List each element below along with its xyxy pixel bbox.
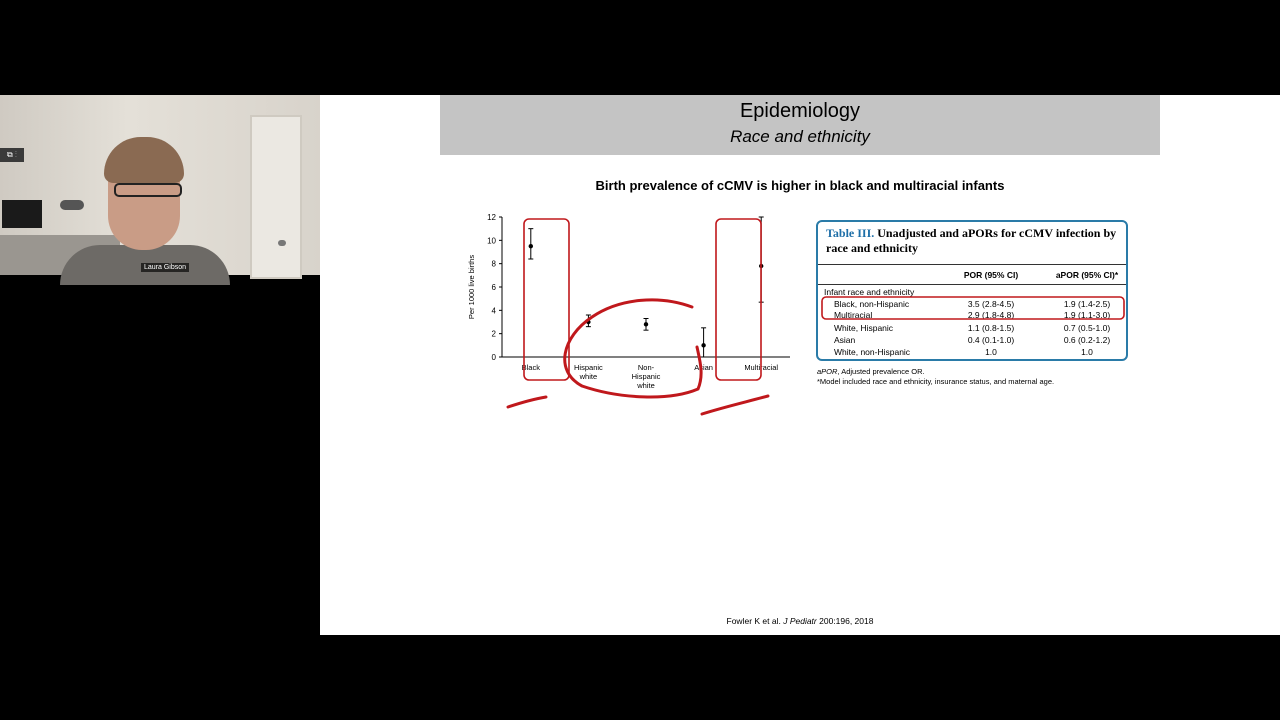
table-section-row xyxy=(818,286,1126,298)
data-point xyxy=(759,264,763,268)
table-iii xyxy=(816,220,1128,361)
table-cell-group: Black, non-Hispanic xyxy=(834,299,910,309)
table-label: Table III. xyxy=(826,226,875,240)
data-point xyxy=(644,322,648,326)
x-category-label: white xyxy=(579,372,598,381)
x-category-label: Hispanic xyxy=(574,363,603,372)
annotation-underline-right xyxy=(702,396,768,414)
y-tick-label: 2 xyxy=(491,329,496,339)
slide-title-bar xyxy=(440,95,1160,155)
table-cell-por: 1.1 (0.8-1.5) xyxy=(967,323,1015,333)
x-category-label: white xyxy=(637,381,655,390)
slide-title: Epidemiology xyxy=(739,100,861,122)
y-tick-label: 4 xyxy=(491,306,496,316)
y-tick-label: 8 xyxy=(491,259,496,269)
data-point xyxy=(529,244,533,248)
video-lamp xyxy=(60,200,84,210)
participant-video-tile[interactable] xyxy=(0,95,320,275)
table-row xyxy=(818,346,1126,358)
citation-volume: 200:196, 2018 xyxy=(816,616,874,626)
table-cell-por: 1.0 xyxy=(985,347,997,357)
annotation-underline-left xyxy=(508,397,546,407)
participant-name-label: Laura Gibson xyxy=(141,263,189,272)
table-cell-apor: 1.0 xyxy=(1081,347,1093,357)
x-category-label: Non- xyxy=(637,363,655,372)
data-point xyxy=(586,320,590,324)
y-tick-label: 6 xyxy=(491,283,496,292)
footnote-line-1: , Adjusted prevalence OR. xyxy=(837,367,925,376)
x-category-label: Black xyxy=(521,363,540,372)
x-category-label: Asian xyxy=(694,363,713,372)
table-cell-por: 0.4 (0.1-1.0) xyxy=(967,335,1015,345)
table-row xyxy=(818,334,1126,346)
footnote-abbrev: aPOR xyxy=(817,367,838,376)
table-header-apor: aPOR (95% CI)* xyxy=(1055,270,1119,280)
table-header-rule xyxy=(818,284,1126,285)
x-category-label: Multiracial xyxy=(744,363,779,372)
table-footnote xyxy=(817,367,1054,387)
table-cell-group: White, Hispanic xyxy=(834,323,894,333)
data-point xyxy=(701,343,705,347)
slide-subtitle: Race and ethnicity xyxy=(730,127,870,146)
y-axis-label: Per 1000 live births xyxy=(467,254,476,320)
video-options-icon[interactable]: ⧉ ⋮ xyxy=(0,148,24,162)
table-cell-apor: 1.9 (1.1-3.0) xyxy=(1063,310,1111,320)
table-row xyxy=(818,309,1126,321)
table-header-por: POR (95% CI) xyxy=(963,270,1019,280)
table-cell-group: Multiracial xyxy=(834,310,873,320)
video-door-handle xyxy=(278,240,286,246)
table-row xyxy=(818,322,1126,334)
table-cell-apor: 0.6 (0.2-1.2) xyxy=(1063,335,1111,345)
video-monitor xyxy=(2,200,42,228)
table-top-rule xyxy=(818,264,1126,265)
citation-journal: J Pediatr xyxy=(783,616,817,626)
prevalence-chart xyxy=(460,210,800,390)
y-tick-label: 12 xyxy=(487,213,496,222)
table-cell-apor: 1.9 (1.4-2.5) xyxy=(1063,299,1111,309)
slide-headline: Birth prevalence of cCMV is higher in black and multiracial infants xyxy=(595,178,1005,193)
table-caption xyxy=(818,222,1126,260)
table-cell-por: 2.9 (1.8-4.8) xyxy=(967,310,1015,320)
y-tick-label: 0 xyxy=(491,353,496,362)
x-category-label: Hispanic xyxy=(631,372,661,381)
shared-slide xyxy=(320,95,1280,635)
y-tick-label: 10 xyxy=(487,236,496,246)
table-cell-por: 3.5 (2.8-4.5) xyxy=(967,299,1015,309)
participant-glasses xyxy=(114,183,182,197)
table-caption-text: Unadjusted and aPORs for cCMV infection by race and ethnicity xyxy=(826,226,1117,255)
video-door xyxy=(250,115,302,279)
table-section-label: Infant race and ethnicity xyxy=(824,287,915,297)
table-cell-group: White, non-Hispanic xyxy=(834,347,911,357)
citation-authors: Fowler K et al. xyxy=(726,616,784,626)
table-cell-apor: 0.7 (0.5-1.0) xyxy=(1063,323,1111,333)
footnote-line-2: *Model included race and ethnicity, insurance status, and maternal age. xyxy=(817,377,1055,386)
table-cell-group: Asian xyxy=(834,335,856,345)
slide-citation xyxy=(320,616,1280,626)
